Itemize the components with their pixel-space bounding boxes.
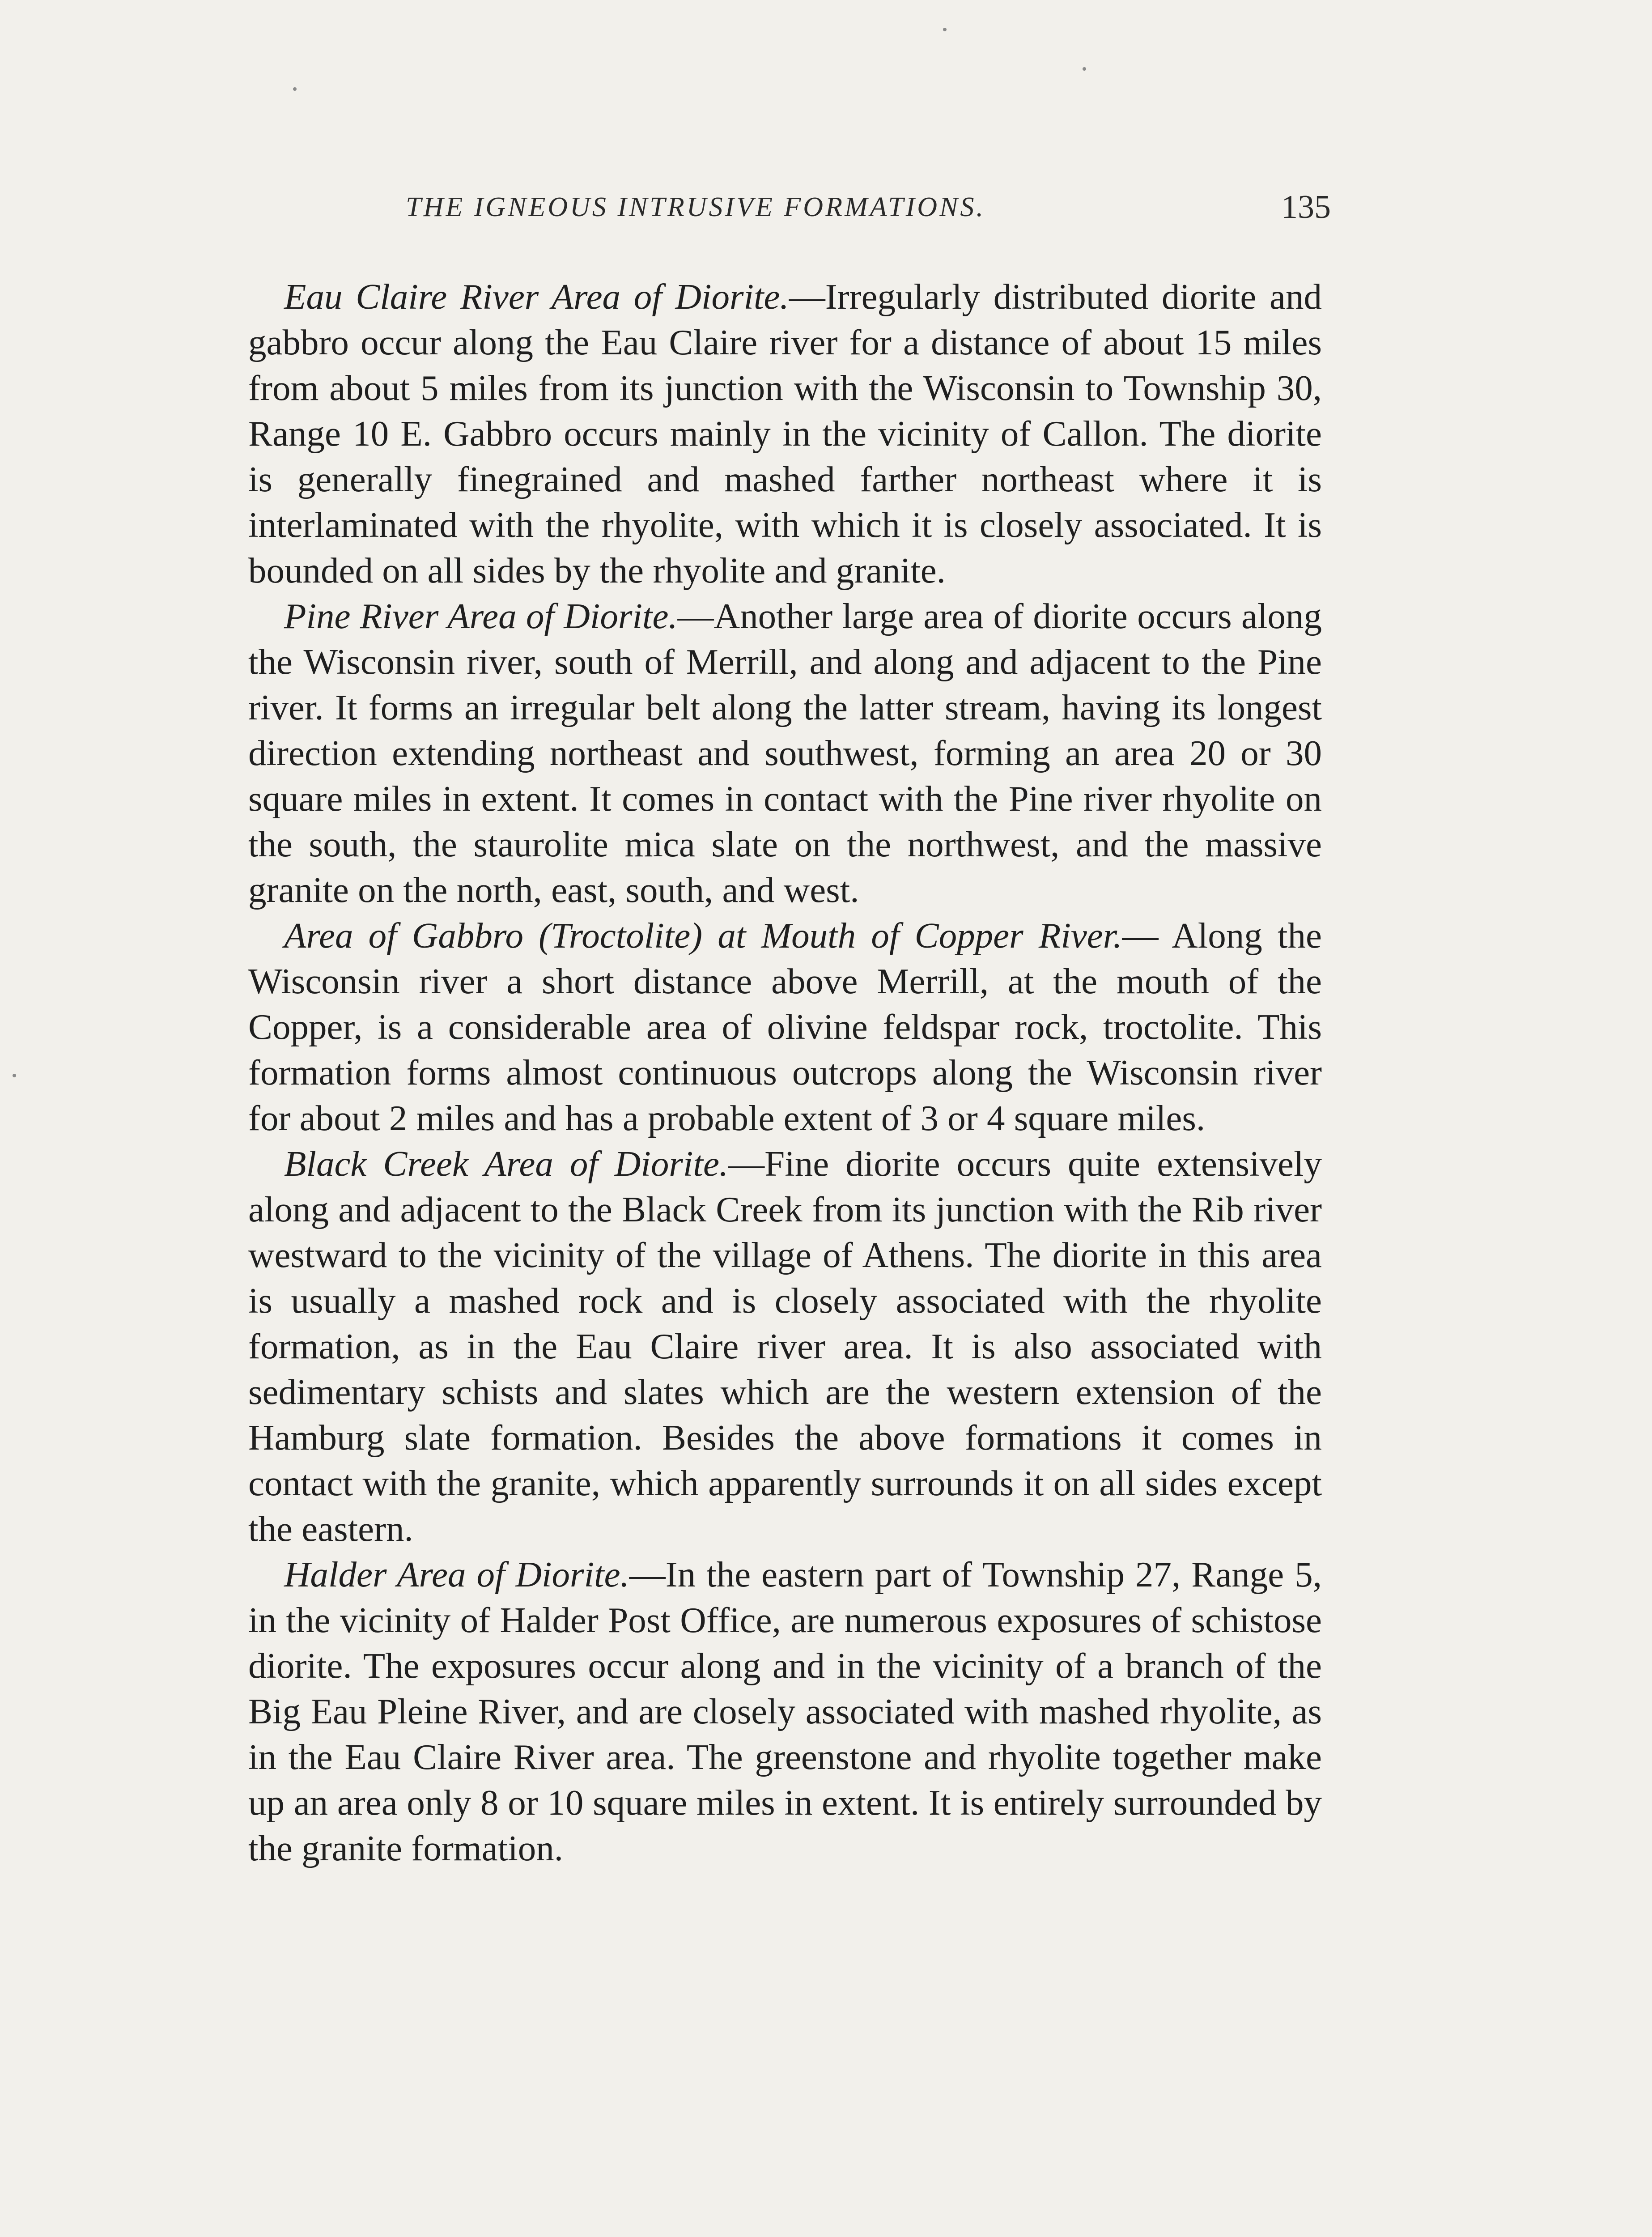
paragraph-text: — Along the Wisconsin river a short distance above Merrill, at the mouth of the Copper, is a considerable area of olivine feldspar rock, troctolite. This formation forms almost continuous outcrops along the Wisconsin river for about 2 miles and has a probable extent of 3 or 4 square miles. bbox=[248, 915, 1322, 1138]
paragraph-heading: Area of Gabbro (Troctolite) at Mouth of Copper River. bbox=[284, 915, 1122, 956]
paragraph-heading: Pine River Area of Diorite. bbox=[284, 596, 678, 636]
paragraph-black-creek bbox=[248, 1141, 1322, 1552]
paragraph-copper-river bbox=[248, 913, 1322, 1141]
page-header bbox=[248, 187, 1331, 227]
paragraph-heading: Eau Claire River Area of Diorite. bbox=[284, 276, 789, 317]
paragraph-text: —In the eastern part of Township 27, Range 5, in the vicinity of Halder Post Office, are numerous exposures of schistose diorite. The exposures occur along and in the vicinity of a branch of the Big Eau Pleine River, and are closely associated with mashed rhyolite, as in the Eau Claire River area. The greenstone and rhyolite together make up an area only 8 or 10 square miles in extent. It is entirely surrounded by the granite formation. bbox=[248, 1554, 1322, 1868]
paragraph-heading: Black Creek Area of Diorite. bbox=[284, 1144, 729, 1184]
page-number: 135 bbox=[1281, 189, 1331, 225]
scan-speck bbox=[293, 87, 297, 91]
paragraph-heading: Halder Area of Diorite. bbox=[284, 1554, 629, 1595]
scan-speck bbox=[13, 1074, 16, 1077]
paragraph-eau-claire bbox=[248, 274, 1322, 593]
paragraph-halder bbox=[248, 1552, 1322, 1871]
body-text bbox=[248, 274, 1322, 1871]
scan-speck bbox=[1083, 67, 1086, 71]
paragraph-text: —Fine diorite occurs quite extensively along and adjacent to the Black Creek from its junction with the Rib river westward to the vicinity of the village of Athens. The diorite in this area is usually a mashed rock and is closely associated with the rhyolite formation, as in the Eau Claire river area. It is also associated with sedimentary schists and slates which are the western extension of the Hamburg slate formation. Besides the above formations it comes in contact with the granite, which apparently surrounds it on all sides except the eastern. bbox=[248, 1144, 1322, 1549]
paragraph-pine-river bbox=[248, 593, 1322, 913]
paragraph-text: —Another large area of diorite occurs along the Wisconsin river, south of Merrill, and along and adjacent to the Pine river. It forms an irregular belt along the latter stream, having its longest direction extending northeast and southwest, forming an area 20 or 30 square miles in extent. It comes in contact with the Pine river rhyolite on the south, the staurolite mica slate on the northwest, and the massive granite on the north, east, south, and west. bbox=[248, 596, 1322, 910]
scan-speck bbox=[943, 28, 947, 31]
paragraph-text: —Irregularly distributed diorite and gabbro occur along the Eau Claire river for a distance of about 15 miles from about 5 miles from its junction with the Wisconsin to Township 30, Range 10 E. Gabbro occurs mainly in the vicinity of Callon. The diorite is generally finegrained and mashed farther northeast where it is interlaminated with the rhyolite, with which it is closely associated. It is bounded on all sides by the rhyolite and granite. bbox=[248, 276, 1322, 591]
running-head: THE IGNEOUS INTRUSIVE FORMATIONS. bbox=[406, 192, 985, 222]
